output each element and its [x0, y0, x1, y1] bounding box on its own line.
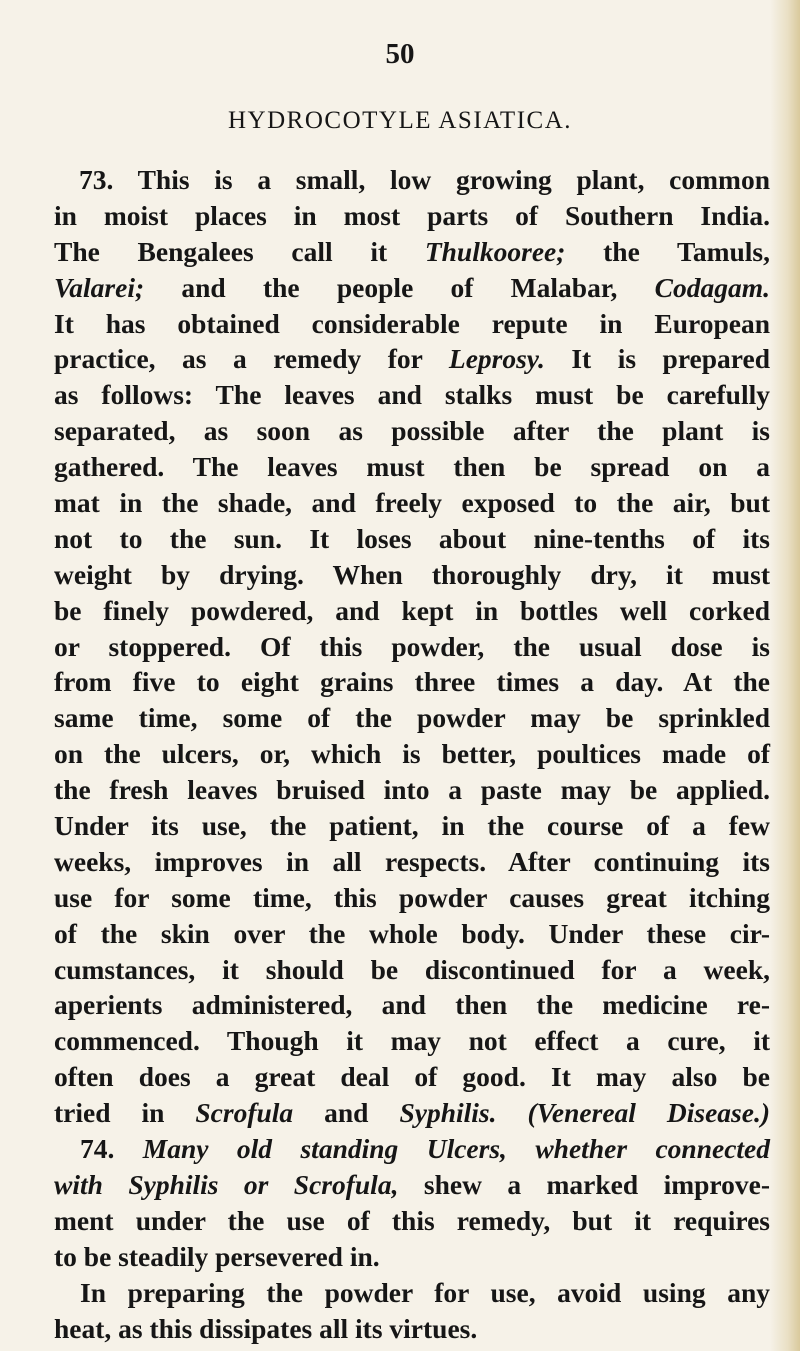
page-number: 50 — [385, 38, 415, 70]
text-line — [54, 485, 770, 521]
text-line — [54, 664, 770, 700]
text-line — [54, 1095, 770, 1131]
text-run: cumstances, it should be discontinued for a week, — [54, 953, 770, 985]
text-line — [54, 1203, 770, 1239]
text-line — [54, 413, 770, 449]
text-run: It has obtained considerable repute in European — [54, 307, 770, 339]
text-run: 73. This is a small, low growing plant, common — [79, 164, 770, 195]
text-line — [54, 270, 770, 306]
text-run: practice, as a remedy for — [54, 343, 449, 375]
text-line — [54, 987, 770, 1023]
text-line — [54, 1311, 770, 1347]
text-run: use for some time, this powder causes great itching — [54, 881, 770, 913]
text-run: be finely powdered, and kept in bottles well corked — [54, 594, 770, 626]
text-line — [54, 593, 770, 629]
text-line — [54, 198, 770, 234]
text-line — [54, 916, 770, 952]
italic-text: Syphilis. — [399, 1097, 497, 1129]
text-line — [54, 521, 770, 557]
text-line — [54, 808, 770, 844]
text-line — [54, 1131, 770, 1167]
text-line — [54, 629, 770, 665]
text-line — [54, 557, 770, 593]
text-run: In preparing the powder for use, avoid using any — [80, 1276, 770, 1308]
text-run: or stoppered. Of this powder, the usual dose is — [54, 630, 770, 662]
text-run — [497, 1097, 528, 1128]
text-run: The Bengalees call it — [54, 235, 425, 267]
text-line — [54, 700, 770, 736]
italic-text: Valarei; — [54, 271, 145, 303]
body-text — [54, 162, 770, 1346]
text-line — [54, 1167, 770, 1203]
italic-text: Codagam. — [654, 271, 770, 303]
text-run: ment under the use of this remedy, but it requires — [54, 1204, 770, 1236]
text-run: weight by drying. When thoroughly dry, it must — [54, 558, 770, 590]
text-run: weeks, improves in all respects. After continuing its — [54, 845, 770, 877]
text-run: tried in — [54, 1097, 196, 1129]
italic-text: with Syphilis or Scrofula, — [54, 1168, 399, 1200]
text-run: in moist places in most parts of Southern India. — [54, 199, 770, 231]
text-line — [54, 880, 770, 916]
text-run: and the people of Malabar, — [144, 271, 655, 303]
text-line — [54, 772, 770, 808]
text-line — [54, 1275, 770, 1311]
text-run: shew a marked improve- — [398, 1168, 770, 1200]
text-run: from five to eight grains three times a day. At the — [54, 666, 770, 698]
text-run: aperients administered, and then the medicine re- — [54, 989, 770, 1021]
text-run: commenced. Though it may not effect a cure, it — [54, 1025, 770, 1057]
text-line — [54, 306, 770, 342]
text-run: as follows: The leaves and stalks must be carefully — [54, 379, 770, 411]
text-run: mat in the shade, and freely exposed to the air, but — [54, 487, 770, 519]
text-line — [54, 844, 770, 880]
text-run: It is prepared — [544, 343, 770, 375]
italic-text: Leprosy. — [448, 343, 545, 375]
italic-text: (Venereal Disease.) — [527, 1097, 770, 1129]
text-line — [54, 341, 770, 377]
text-run: and — [293, 1097, 400, 1129]
text-line — [54, 449, 770, 485]
text-line — [54, 1239, 770, 1275]
italic-text: Thulkooree; — [424, 235, 566, 267]
text-line — [54, 952, 770, 988]
text-run: the fresh leaves bruised into a paste may be applied. — [54, 774, 770, 806]
text-line — [54, 234, 770, 270]
page-edge — [770, 0, 800, 1351]
text-run: gathered. The leaves must then be spread on a — [54, 451, 770, 483]
text-run: on the ulcers, or, which is better, poultices made of — [54, 738, 770, 770]
text-run: the Tamuls, — [565, 235, 770, 267]
text-run: of the skin over the whole body. Under these cir- — [54, 917, 770, 949]
text-run: to be steadily persevered in. — [54, 1240, 380, 1272]
text-run: 74. — [80, 1133, 143, 1165]
page-title: HYDROCOTYLE ASIATICA. — [228, 107, 572, 134]
text-run: separated, as soon as possible after the plant is — [54, 415, 770, 447]
text-line — [54, 1023, 770, 1059]
italic-text: Many old standing Ulcers, whether connected — [142, 1133, 770, 1165]
text-line — [54, 162, 770, 198]
text-run: often does a great deal of good. It may also be — [54, 1061, 770, 1093]
text-line — [54, 736, 770, 772]
text-run: Under its use, the patient, in the course of a few — [54, 810, 770, 842]
text-run: not to the sun. It loses about nine-tenths of its — [54, 522, 770, 554]
text-line — [54, 377, 770, 413]
text-run: heat, as this dissipates all its virtues. — [54, 1312, 478, 1344]
text-line — [54, 1059, 770, 1095]
text-run: same time, some of the powder may be sprinkled — [54, 702, 770, 734]
italic-text: Scrofula — [195, 1097, 294, 1129]
